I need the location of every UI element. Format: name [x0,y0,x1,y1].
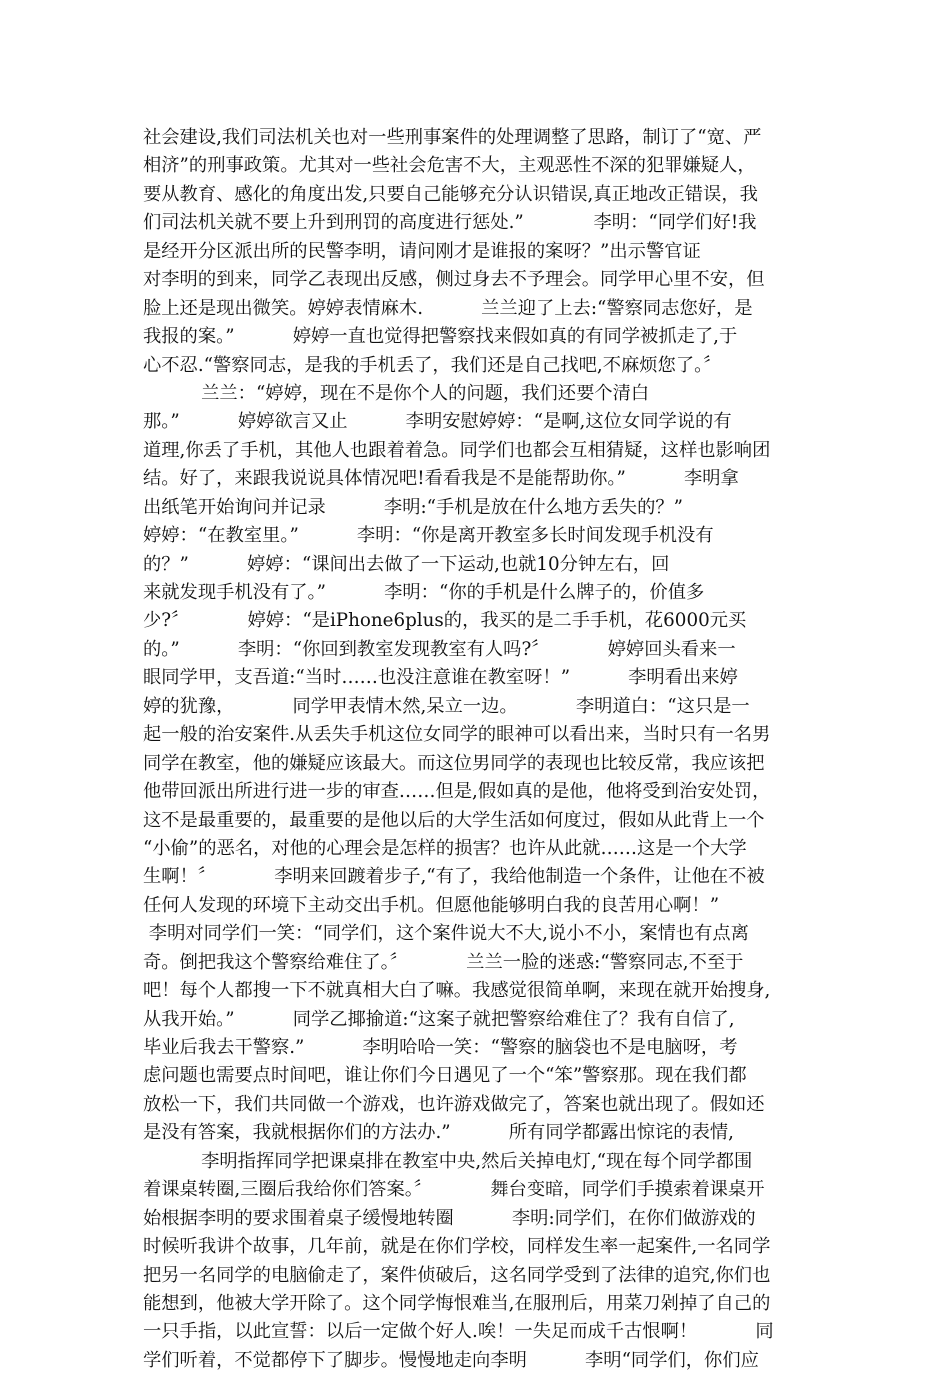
text-line: 来就发现手机没有了。” 李明：“你的手机是什么牌子的，价值多 [143,582,705,603]
text-line: 对李明的到来，同学乙表现出反感，侧过身去不予理会。同学甲心里不安，但 [143,269,765,291]
text-line: 出纸笔开始询问并记录 李明:“手机是放在什么地方丢失的？” [143,496,683,518]
text-line: 李明指挥同学把课桌排在教室中央,然后关掉电灯,“现在每个同学都围 [143,1150,753,1172]
text-line: 这不是最重要的，最重要的是他以后的大学生活如何度过，假如从此背上一个 [143,809,765,831]
text-line: 是没有答案，我就根据你们的方法办.” 所有同学都露出惊诧的表情, [143,1122,734,1144]
text-line: 能想到，他被大学开除了。这个同学悔恨难当,在服刑后，用菜刀剁掉了自己的 [143,1292,771,1314]
text-line: 那。” 婷婷欲言又止 李明安慰婷婷：“是啊,这位女同学说的有 [143,411,732,433]
text-line: 婷婷：“在教室里。” 李明：“你是离开教室多长时间发现手机没有 [143,525,714,547]
text-line: 的？” 婷婷：“课间出去做了一下运动,也就10分钟左右，回 [143,553,670,575]
text-line: 生啊！〞 李明来回踱着步子,“有了，我给他制造一个条件，让他在不被 [143,866,765,888]
text-line: 毕业后我去干警察.” 李明哈哈一笑：“警察的脑袋也不是电脑呀，考 [143,1037,738,1058]
text-line: 把另一名同学的电脑偷走了，案件侦破后，这名同学受到了法律的追究,你们也 [143,1264,771,1286]
text-line: 一只手指，以此宣誓：以后一定做个好人.唉！一失足而成千古恨啊！ 同 [143,1321,774,1343]
text-line: 始根据李明的要求围着桌子缓慢地转圈 李明:同学们，在你们做游戏的 [143,1207,756,1229]
text-line: 任何人发现的环境下主动交出手机。但愿他能够明白我的良苦用心啊！” [143,894,720,916]
text-line: 心不忍.“警察同志，是我的手机丢了，我们还是自己找吧,不麻烦您了。〞 [143,354,722,376]
text-line: 他带回派出所进行进一步的审查……但是,假如真的是他，他将受到治安处罚， [143,781,771,803]
text-line: 社会建设,我们司法机关也对一些刑事案件的处理调整了思路，制订了“宽、严 [143,127,762,148]
text-line: 结。好了，来跟我说说具体情况吧!看看我是不是能帮助你。” 李明拿 [143,468,739,490]
text-line: 时候听我讲个故事，几年前，就是在你们学校，同样发生率一起案件,一名同学 [143,1236,771,1258]
text-line: 李明对同学们一笑：“同学们，这个案件说大不大,说小不小，案情也有点离 [143,923,749,945]
text-line: 少?〞 婷婷：“是iPhone6plus的，我买的是二手手机，花6000元买 [143,610,747,632]
text-line: “小偷”的恶名，对他的心理会是怎样的损害？也许从此就……这是一个大学 [143,837,747,859]
text-line: 婷的犹豫， 同学甲表情木然,呆立一边。 李明道白：“这只是一 [143,695,750,717]
text-line: 着课桌转圈,三圈后我给你们答案。〞 舞台变暗，同学们手摸索着课桌开 [143,1179,765,1201]
text-line: 虑问题也需要点时间吧，谁让你们今日遇见了一个“笨”警察那。现在我们都 [143,1065,747,1087]
text-line: 我报的案。” 婷婷一直也觉得把警察找来假如真的有同学被抓走了,于 [143,326,738,348]
text-line: 学们听着，不觉都停下了脚步。慢慢地走向李明 李明“同学们，你们应 [143,1349,759,1371]
body-text [143,124,811,1375]
text-line: 奇。倒把我这个警察给难住了。〞 兰兰一脸的迷惑:“警察同志,不至于 [143,951,744,973]
text-line: 吧！每个人都搜一下不就真相大白了嘛。我感觉很简单啊，来现在就开始搜身, [143,980,771,1002]
text-line: 要从教育、感化的角度出发,只要自己能够充分认识错误,真正地改正错误，我 [143,183,758,205]
text-line: 是经开分区派出所的民警李明，请问刚才是谁报的案呀？”出示警官证 [143,240,701,262]
text-line: 眼同学甲，支吾道:“当时……也没注意谁在教室呀！” 李明看出来婷 [143,667,738,689]
text-line: 们司法机关就不要上升到刑罚的高度进行惩处.” 李明：“同学们好!我 [143,212,757,234]
text-line: 道理,你丢了手机，其他人也跟着着急。同学们也都会互相猜疑，这样也影响团 [143,439,771,461]
text-line: 的。” 李明：“你回到教室发现教室有人吗?〞 婷婷回头看来一 [143,638,736,660]
text-line: 兰兰：“婷婷，现在不是你个人的问题，我们还要个清白 [143,382,650,404]
text-line: 相济”的刑事政策。尤其对一些社会危害不大，主观恶性不深的犯罪嫌疑人， [143,155,756,177]
text-line: 放松一下，我们共同做一个游戏，也许游戏做完了，答案也就出现了。假如还 [143,1093,765,1115]
text-line: 脸上还是现出微笑。婷婷表情麻木. 兰兰迎了上去:“警察同志您好，是 [143,297,753,319]
text-line: 同学在教室，他的嫌疑应该最大。而这位男同学的表现也比较反常，我应该把 [143,752,765,774]
text-line: 起一般的治安案件.从丢失手机这位女同学的眼神可以看出来，当时只有一名男 [143,724,771,746]
text-line: 从我开始。” 同学乙揶揄道:“这案子就把警察给难住了？我有自信了, [143,1008,735,1030]
